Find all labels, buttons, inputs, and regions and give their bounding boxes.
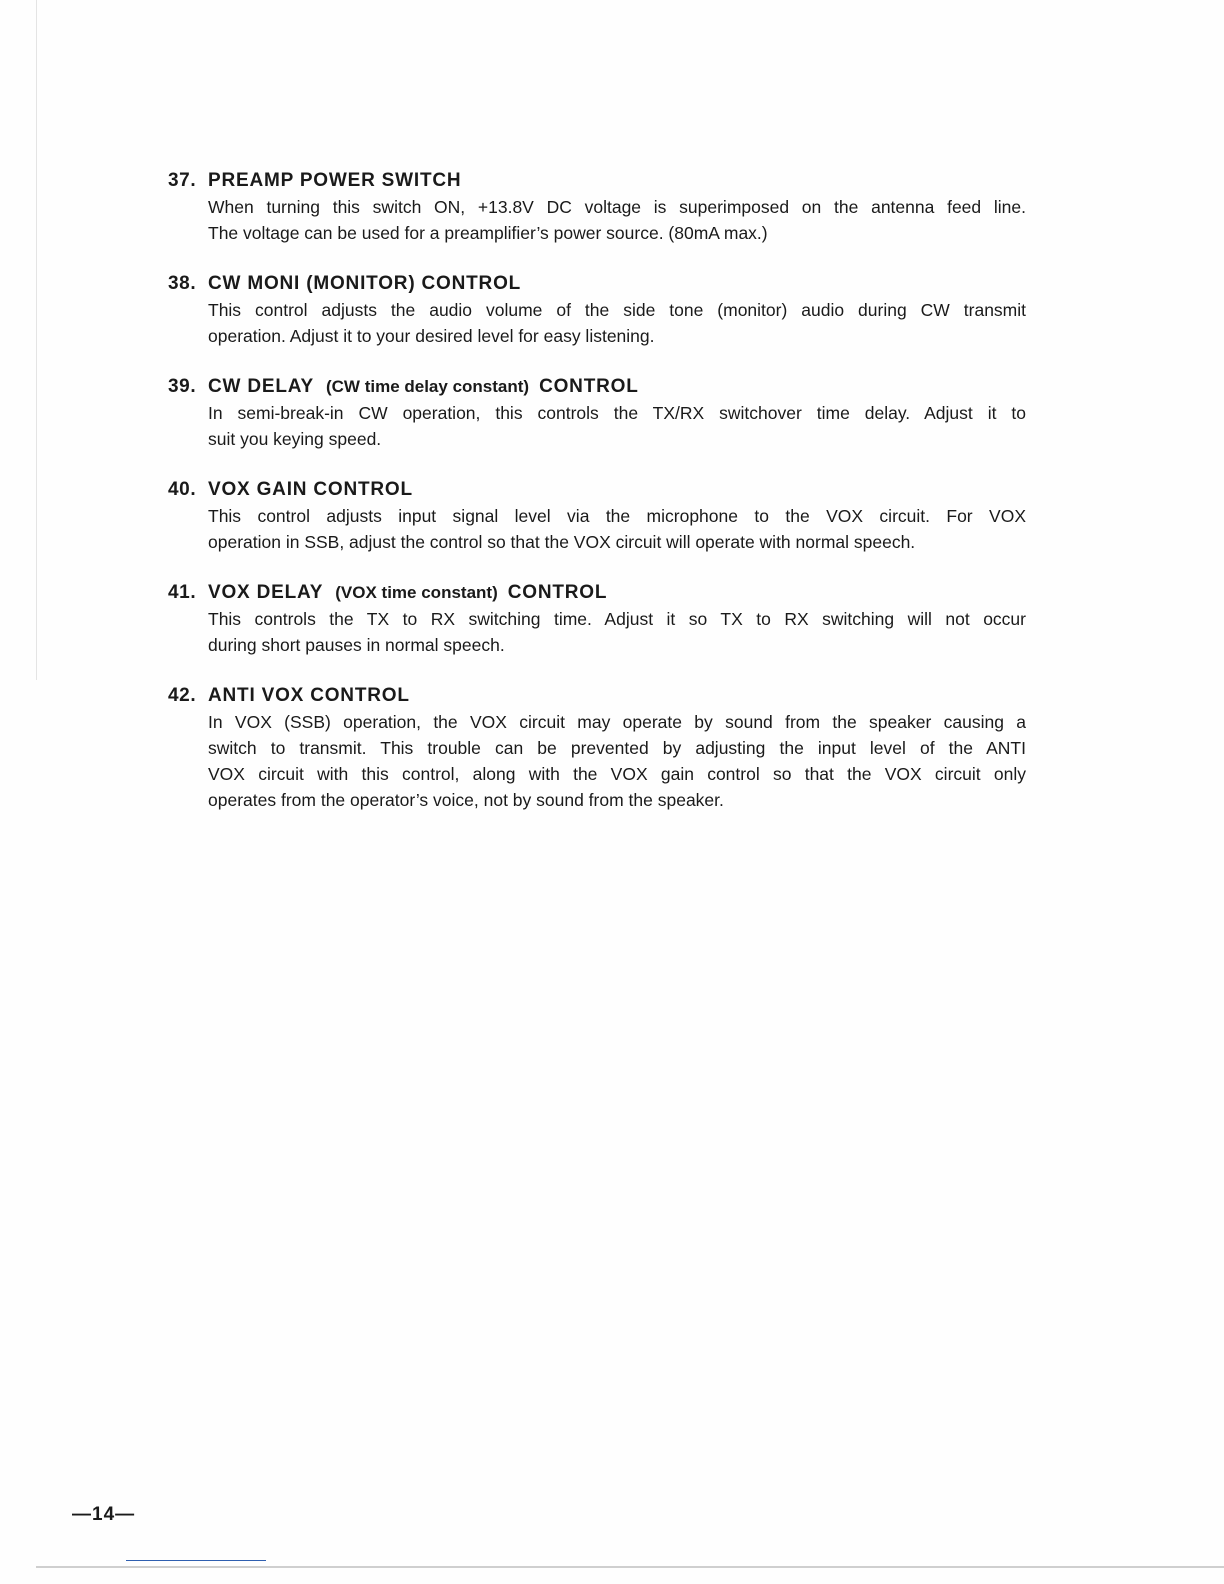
section-heading xyxy=(168,683,1038,709)
section-title-suffix: CONTROL xyxy=(539,376,639,397)
body-line: In VOX (SSB) operation, the VOX circuit may operate by sound from the speaker causing a xyxy=(208,712,1026,732)
body-line: This control adjusts the audio volume of the side tone (monitor) audio during CW transmit xyxy=(208,300,1026,320)
section-number: 41. xyxy=(168,582,197,603)
section-body xyxy=(208,297,1026,349)
section-title: PREAMP POWER SWITCH xyxy=(208,170,462,191)
section-42 xyxy=(168,683,1038,813)
section-title-parenthetical: (CW time delay constant) xyxy=(325,377,530,396)
section-39 xyxy=(168,374,1038,452)
section-heading xyxy=(168,168,1038,194)
section-title: CW DELAY xyxy=(208,376,314,397)
section-heading xyxy=(168,374,1038,400)
body-line: operates from the operator’s voice, not by sound from the speaker. xyxy=(208,790,724,810)
section-title: VOX DELAY xyxy=(208,582,324,603)
section-title: ANTI VOX CONTROL xyxy=(208,685,410,706)
section-body xyxy=(208,606,1026,658)
section-38 xyxy=(168,271,1038,349)
section-title: CW MONI (MONITOR) CONTROL xyxy=(208,273,522,294)
scan-edge-line xyxy=(36,0,37,680)
body-line: This controls the TX to RX switching time. Adjust it so TX to RX switching will not occur xyxy=(208,609,1026,629)
body-line: operation. Adjust it to your desired level for easy listening. xyxy=(208,326,655,346)
section-body xyxy=(208,194,1026,246)
section-41 xyxy=(168,580,1038,658)
section-number: 42. xyxy=(168,685,197,706)
body-line: switch to transmit. This trouble can be prevented by adjusting the input level of the ANTI xyxy=(208,738,1026,758)
body-line: suit you keying speed. xyxy=(208,429,382,449)
section-title: VOX GAIN CONTROL xyxy=(208,479,413,500)
section-number: 40. xyxy=(168,479,197,500)
section-number: 39. xyxy=(168,376,197,397)
section-body xyxy=(208,400,1026,452)
body-line: This control adjusts input signal level via the microphone to the VOX circuit. For VOX xyxy=(208,506,1026,526)
section-title-suffix: CONTROL xyxy=(507,582,608,603)
section-heading xyxy=(168,477,1038,503)
bottom-edge-line xyxy=(36,1566,1224,1568)
body-line: In semi-break-in CW operation, this controls the TX/RX switchover time delay. Adjust it to xyxy=(208,403,1026,423)
body-line: VOX circuit with this control, along with the VOX gain control so that the VOX circuit only xyxy=(208,764,1026,784)
bottom-rule-line xyxy=(126,1560,266,1561)
section-heading xyxy=(168,271,1038,297)
section-heading xyxy=(168,580,1038,606)
section-37 xyxy=(168,168,1038,246)
page-number: —14— xyxy=(72,1504,136,1525)
section-body xyxy=(208,503,1026,555)
body-line: The voltage can be used for a preamplifier’s power source. (80mA max.) xyxy=(208,223,768,243)
body-line: When turning this switch ON, +13.8V DC voltage is superimposed on the antenna feed line. xyxy=(208,197,1026,217)
body-line: during short pauses in normal speech. xyxy=(208,635,505,655)
section-number: 37. xyxy=(168,170,197,191)
section-40 xyxy=(168,477,1038,555)
control-descriptions xyxy=(168,168,1038,813)
section-number: 38. xyxy=(168,273,197,294)
section-body xyxy=(208,709,1026,813)
body-line: operation in SSB, adjust the control so that the VOX circuit will operate with normal speech. xyxy=(208,532,916,552)
section-title-parenthetical: (VOX time constant) xyxy=(335,583,498,602)
